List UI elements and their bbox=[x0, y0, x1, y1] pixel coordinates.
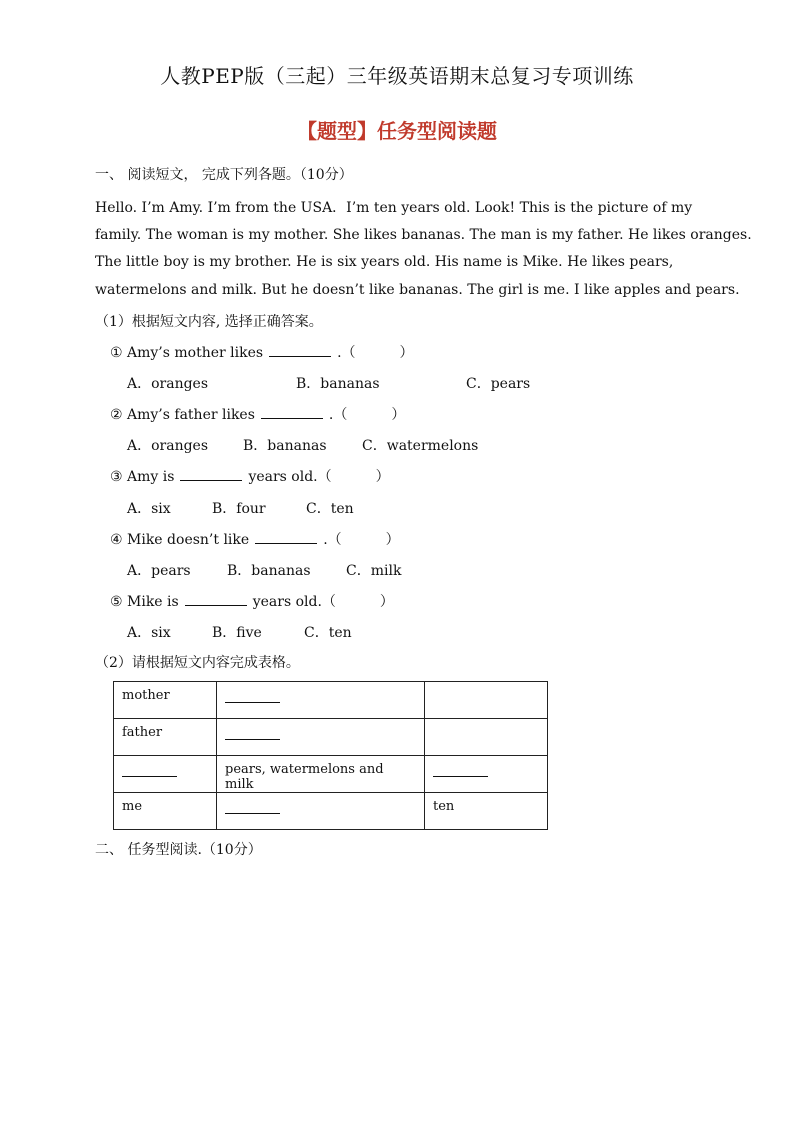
passage-line-3: The little boy is my brother. He is six years old. His name is Mike. He likes pears, bbox=[95, 254, 674, 270]
question-text: Amy’s mother likes bbox=[127, 345, 264, 361]
question-type-heading: 【题型】任务型阅读题 bbox=[297, 119, 497, 143]
fill-blank[interactable] bbox=[225, 725, 280, 740]
option-b: B．five bbox=[212, 625, 262, 641]
table-cell[interactable] bbox=[425, 719, 548, 756]
question-number: ③ bbox=[110, 469, 123, 485]
question-number: ⑤ bbox=[110, 594, 123, 610]
option-b: B．bananas bbox=[243, 438, 327, 454]
option-c: C．pears bbox=[466, 376, 531, 392]
option-c: C．ten bbox=[306, 501, 354, 517]
question-number: ① bbox=[110, 345, 123, 361]
fill-blank[interactable] bbox=[225, 688, 280, 703]
option-c: C．milk bbox=[346, 563, 402, 579]
table-row bbox=[114, 682, 548, 719]
option-a: A．pears bbox=[127, 563, 191, 579]
question-text: Amy’s father likes bbox=[127, 407, 255, 423]
table-row bbox=[114, 756, 548, 793]
table-cell: me bbox=[114, 793, 217, 830]
passage-line-4: watermelons and milk. But he doesn’t like bananas. The girl is me. I like apples and pears. bbox=[95, 282, 740, 298]
answer-blank[interactable] bbox=[261, 406, 323, 419]
question-text: Mike is bbox=[127, 594, 179, 610]
table-cell[interactable] bbox=[425, 682, 548, 719]
question-number: ② bbox=[110, 407, 123, 423]
option-c: C．ten bbox=[304, 625, 352, 641]
section1-heading: 一、 阅读短文， 完成下列各题。（10分） bbox=[95, 167, 353, 183]
fill-blank[interactable] bbox=[225, 799, 280, 814]
answer-blank[interactable] bbox=[255, 531, 317, 544]
answer-blank[interactable] bbox=[185, 593, 247, 606]
option-b: B．bananas bbox=[227, 563, 311, 579]
fill-blank[interactable] bbox=[122, 762, 177, 777]
table-cell-blank[interactable] bbox=[217, 793, 425, 830]
table-cell-blank[interactable] bbox=[114, 756, 217, 793]
fill-blank[interactable] bbox=[433, 762, 488, 777]
table-row bbox=[114, 719, 548, 756]
option-b: B．bananas bbox=[296, 376, 380, 392]
question-2: ② Amy’s father likes .（ ） bbox=[110, 407, 406, 423]
question-text: Amy is bbox=[127, 469, 175, 485]
passage-line-2: family. The woman is my mother. She likes bananas. The man is my father. He likes oranges. bbox=[95, 227, 752, 243]
page-title: 人教PEP版（三起）三年级英语期末总复习专项训练 bbox=[160, 64, 634, 88]
table-cell: pears, watermelons and milk bbox=[217, 756, 425, 793]
passage-line-1: Hello. I’m Amy. I’m from the USA．I’m ten years old. Look! This is the picture of my bbox=[95, 200, 693, 216]
option-c: C．watermelons bbox=[362, 438, 479, 454]
answer-blank[interactable] bbox=[180, 468, 242, 481]
answer-blank[interactable] bbox=[269, 344, 331, 357]
option-a: A．oranges bbox=[127, 438, 209, 454]
question-5: ⑤ Mike is years old.（ ） bbox=[110, 594, 394, 610]
table-cell-blank[interactable] bbox=[217, 682, 425, 719]
option-a: A．oranges bbox=[127, 376, 209, 392]
part2-heading: （2）请根据短文内容完成表格。 bbox=[95, 655, 300, 671]
table-cell: father bbox=[114, 719, 217, 756]
option-a: A．six bbox=[127, 501, 171, 517]
question-1: ① Amy’s mother likes .（ ） bbox=[110, 345, 414, 361]
answer-table bbox=[113, 681, 548, 830]
question-3: ③ Amy is years old.（ ） bbox=[110, 469, 390, 485]
table-cell-blank[interactable] bbox=[425, 756, 548, 793]
table-cell-blank[interactable] bbox=[217, 719, 425, 756]
table-cell: mother bbox=[114, 682, 217, 719]
table-cell: ten bbox=[425, 793, 548, 830]
question-number: ④ bbox=[110, 532, 123, 548]
section2-heading: 二、 任务型阅读.（10分） bbox=[95, 842, 262, 858]
table-row bbox=[114, 793, 548, 830]
part1-heading: （1）根据短文内容, 选择正确答案。 bbox=[95, 314, 323, 330]
question-text: Mike doesn’t like bbox=[127, 532, 250, 548]
option-b: B．four bbox=[212, 501, 266, 517]
option-a: A．six bbox=[127, 625, 171, 641]
question-4: ④ Mike doesn’t like .（ ） bbox=[110, 532, 400, 548]
